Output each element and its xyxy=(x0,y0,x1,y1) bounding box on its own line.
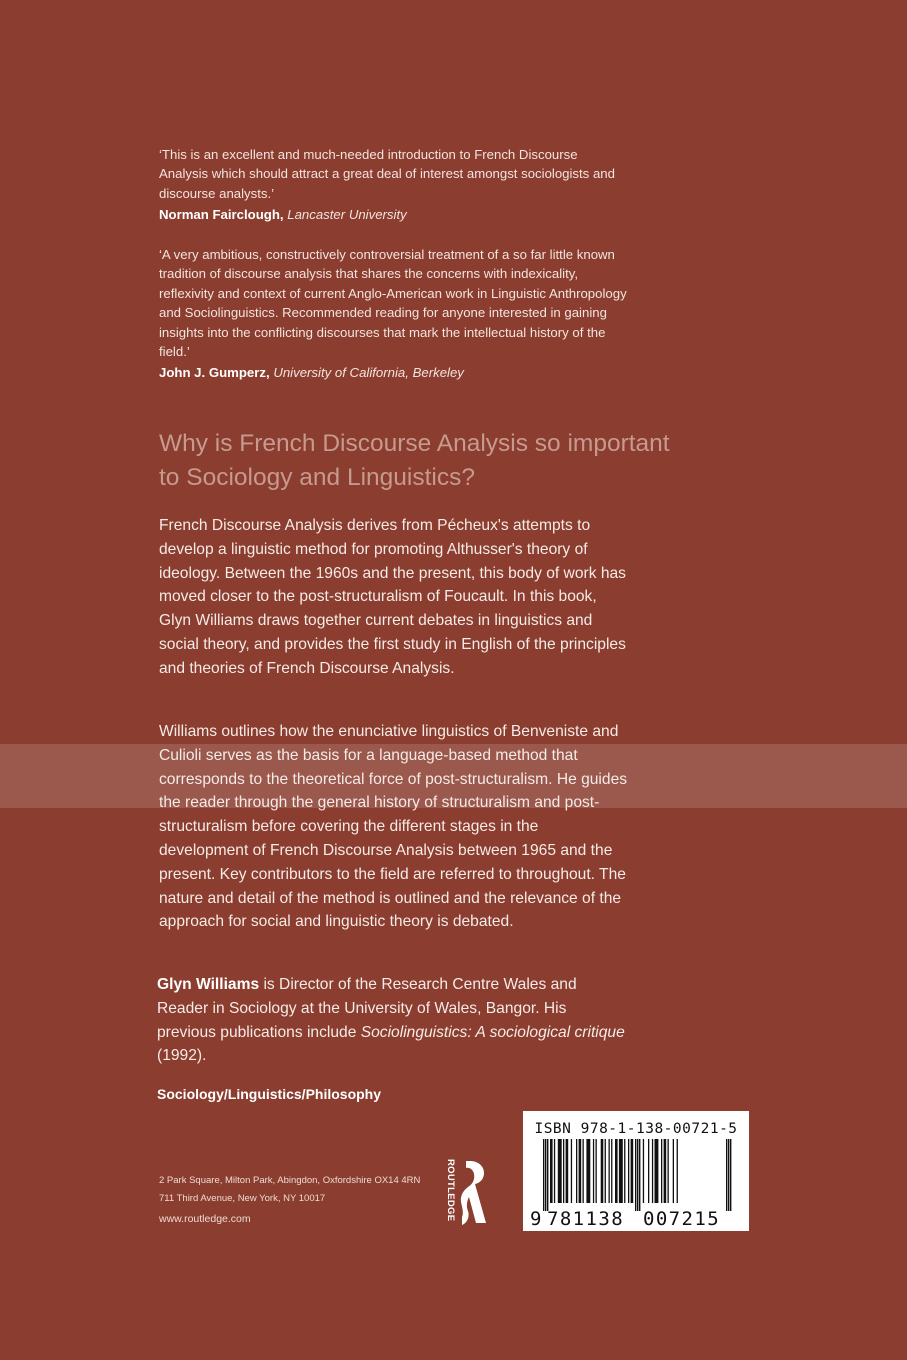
barcode-bar xyxy=(648,1139,649,1203)
barcode-bar xyxy=(586,1139,590,1203)
barcode-bar xyxy=(611,1139,612,1203)
barcode-guard-bar xyxy=(635,1139,636,1211)
barcode-bar xyxy=(566,1139,569,1203)
barcode-bar xyxy=(631,1139,634,1203)
barcode-bar xyxy=(554,1139,555,1203)
barcode-bar xyxy=(563,1139,564,1203)
author-book-title: Sociolinguistics: A sociological critique xyxy=(360,1023,625,1041)
headline: Why is French Discourse Analysis so important to Sociology and Linguistics? xyxy=(159,430,670,491)
quote-attribution xyxy=(159,205,629,224)
barcode-bar xyxy=(583,1139,584,1203)
quote-author: Norman Fairclough, xyxy=(159,207,284,223)
author-bio-text-2: (1992). xyxy=(157,1047,207,1065)
barcode-bar xyxy=(664,1139,667,1203)
quote-attribution xyxy=(159,363,629,382)
quote-text: ‘This is an excellent and much-needed introduction to French Discourse Analysis which should attract a great deal of interest amongst sociologists and discourse analysts.’ xyxy=(159,147,615,201)
barcode-guard-bar xyxy=(639,1139,640,1211)
routledge-logo-icon xyxy=(440,1157,496,1229)
description-paragraph-1: French Discourse Analysis derives from Pécheux's attempts to develop a linguistic method for promoting Althusser's theory of ideology. Between the 1960s and the present, this body of work has moved closer to the post-structuralism of Foucault. In this book, Glyn Williams draws together current debates in linguistics and social theory, and provides the first study in English of the principles and theories of French Discourse Analysis. xyxy=(159,517,626,677)
barcode-bar xyxy=(628,1139,629,1203)
barcode-bar xyxy=(619,1139,623,1203)
quote-author: John J. Gumperz, xyxy=(159,365,270,381)
barcode-bar xyxy=(643,1139,644,1203)
quote-text: ‘A very ambitious, constructively controversial treatment of a so far little known tradition of discourse analysis that shares the concerns with indexicality, reflexivity and context of current Anglo-American work in Linguistic Anthropology and Sociolinguistics. Recommended reading for anyone interested in gaining insights into the conflicting discourses that mark the intellectual history of the field.’ xyxy=(159,247,627,360)
endorsement-quote-2 xyxy=(159,245,629,383)
barcode-guard-bar xyxy=(728,1139,729,1211)
barcode-bar xyxy=(615,1139,618,1203)
author-bio-text-1: is Director of the Research Centre Wales and Reader in Sociology at the University of Wales, Bangor. His previous publications include xyxy=(157,976,577,1041)
barcode-bar xyxy=(673,1139,674,1203)
barcode-bar xyxy=(593,1139,594,1203)
quote-affiliation: Lancaster University xyxy=(287,207,407,223)
barcode-guard-bar xyxy=(726,1139,727,1211)
barcode-guard-bar xyxy=(545,1139,546,1211)
isbn-label: ISBN 978-1-138-00721-5 xyxy=(534,1121,738,1137)
barcode-guard-bar xyxy=(637,1139,638,1211)
publisher-address-uk: 2 Park Square, Milton Park, Abingdon, Oxfordshire OX14 4RN xyxy=(159,1175,421,1186)
barcode-bar xyxy=(558,1139,562,1203)
barcode-guard-bar xyxy=(730,1139,731,1211)
publisher-url: www.routledge.com xyxy=(159,1213,251,1225)
barcode-bars xyxy=(523,1139,749,1211)
subject-category: Sociology/Linguistics/Philosophy xyxy=(157,1086,382,1102)
description-paragraph-2: Williams outlines how the enunciative linguistics of Benveniste and Culioli serves as the basis for a language-based method that corresponds to the theoretical force of post-structuralism. He guides the reader through the general history of structuralism and post-structuralism before covering the different stages in the development of French Discourse Analysis between 1965 and the present. Key contributors to the field are referred to throughout. The nature and detail of the method is outlined and the relevance of the approach for social and linguistic theory is debated. xyxy=(159,723,628,931)
author-bio xyxy=(157,973,627,1068)
barcode-bar xyxy=(661,1139,662,1203)
barcode-bar xyxy=(579,1139,582,1203)
barcode-bar xyxy=(677,1139,678,1203)
barcode-bar xyxy=(601,1139,604,1203)
barcode-bar xyxy=(652,1139,653,1203)
barcode-bar xyxy=(576,1139,577,1203)
barcode-digits-right: 007215 xyxy=(643,1208,721,1230)
quote-affiliation: University of California, Berkeley xyxy=(273,365,464,381)
barcode-bar xyxy=(596,1139,597,1203)
logo-wordmark: ROUTLEDGE xyxy=(445,1159,456,1222)
barcode-bar xyxy=(605,1139,606,1203)
isbn-barcode xyxy=(523,1111,749,1231)
barcode-bar xyxy=(571,1139,572,1203)
barcode-digits-left: 781138 xyxy=(547,1208,625,1230)
author-name: Glyn Williams xyxy=(157,976,260,993)
endorsement-quote-1 xyxy=(159,145,629,225)
barcode-guard-bar xyxy=(547,1139,548,1211)
barcode-bar xyxy=(624,1139,625,1203)
barcode-bar xyxy=(550,1139,553,1203)
barcode-bar xyxy=(668,1139,669,1203)
barcode-bar xyxy=(609,1139,610,1203)
barcode-bar xyxy=(655,1139,659,1203)
barcode-digit-first: 9 xyxy=(530,1208,542,1230)
barcode-guard-bar xyxy=(543,1139,544,1211)
publisher-address-us: 711 Third Avenue, New York, NY 10017 xyxy=(159,1193,326,1204)
